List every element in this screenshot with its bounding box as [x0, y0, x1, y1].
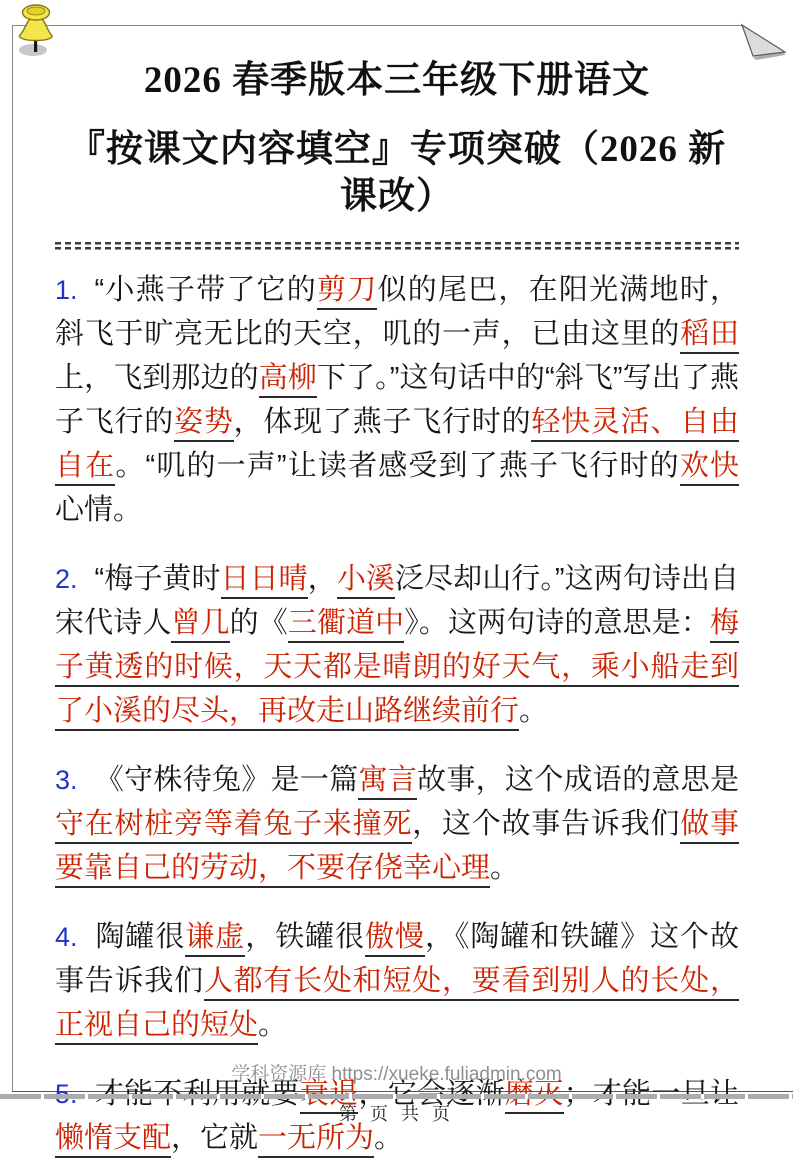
answer-blank: 日日晴: [221, 563, 308, 599]
answer-blank: 稻田: [680, 318, 739, 354]
subtitle-text: （2026 新课改）: [340, 129, 727, 217]
page-number-label: 第 页 共 页: [338, 1104, 454, 1124]
body-text: 的《: [229, 606, 288, 639]
body-text: ，它就: [171, 1121, 259, 1154]
body-text: 上，飞到那边的: [55, 361, 259, 394]
page-title: 2026 春季版本三年级下册语文: [143, 60, 651, 101]
body-text: “小燕子带了它的: [94, 273, 318, 306]
body-text: 似的尾巴，在阳光满地时，斜飞于旷亮无比的天空，叽的一声，已由这里的: [55, 273, 739, 350]
page-border-left: [12, 25, 13, 1091]
body-text: 。: [490, 851, 520, 884]
body-text: ，铁罐很: [245, 920, 366, 953]
body-text: 《守株待兔》是一篇: [94, 763, 359, 796]
paragraph: [55, 268, 739, 532]
paragraph: [55, 758, 739, 890]
answer-blank: 姿势: [174, 406, 234, 442]
footer-source-url: 学科资源库 https://xueke.fuliadmin.com: [231, 1064, 562, 1085]
page-border-top: [12, 25, 742, 26]
answer-blank: 梅子黄透的时候，天天都是晴朗的好天气，乘小船走到了小溪的尽头，再改走山路继续前行: [55, 607, 739, 731]
item-number: 2.: [55, 563, 78, 594]
body-text: 心情。: [55, 493, 143, 526]
item-number: 4.: [55, 921, 78, 952]
paragraph-list: [55, 268, 739, 1160]
answer-blank: 高柳: [259, 362, 317, 398]
subtitle-bold-text: 突破: [485, 128, 562, 170]
answer-blank: 一无所为: [258, 1122, 374, 1158]
body-text: 。“叽的一声”让读者感受到了燕子飞行时的: [115, 449, 680, 482]
subtitle-text: 『按课文内容填空』专项: [67, 129, 486, 171]
answer-blank: 曾几: [171, 607, 229, 643]
body-text: 》。这两句诗的意思是：: [404, 606, 710, 639]
answer-blank: 守在树桩旁等着兔子来撞死: [55, 808, 412, 844]
pushpin-icon: [12, 2, 60, 62]
answer-blank: 剪刀: [317, 274, 377, 310]
answer-blank: 傲慢: [365, 921, 425, 957]
body-text: 下了。”这句话中的“斜飞”写出了燕子飞行的: [55, 361, 739, 438]
footer-ruler-bar: [0, 1094, 793, 1099]
body-text: 。: [258, 1008, 288, 1041]
page-subtitle: [55, 126, 739, 220]
item-number: 1.: [55, 274, 78, 305]
answer-blank: 轻快灵活、自由自在: [55, 406, 739, 486]
body-text: “梅子黄时: [94, 562, 221, 595]
body-text: 泛尽却山行。”这两句诗出自宋代诗人: [55, 562, 739, 639]
body-text: 。: [374, 1121, 404, 1154]
body-text: ，这个故事告诉我们: [412, 807, 681, 840]
answer-blank: 做事要靠自己的劳动，不要存侥幸心理: [55, 808, 739, 888]
answer-blank: 小溪: [337, 563, 395, 599]
answer-blank: 人都有长处和短处，要看到别人的长处，正视自己的短处: [55, 965, 739, 1045]
answer-blank: 寓言: [358, 764, 417, 800]
item-number: 3.: [55, 764, 78, 795]
answer-blank: 三衢道中: [288, 607, 404, 643]
answer-blank: 谦虚: [185, 921, 245, 957]
dotted-separator: [55, 242, 739, 250]
paragraph: [55, 915, 739, 1047]
body-text: 陶罐很: [94, 920, 186, 953]
body-text: 故事，这个成语的意思是: [417, 763, 739, 796]
page-fold-corner-icon: [740, 24, 792, 62]
document-content: [55, 58, 739, 1160]
body-text: ，体现了燕子飞行时的: [233, 405, 532, 438]
body-text: ，《陶罐和铁罐》这个故事告诉我们: [55, 920, 739, 997]
body-text: 。: [519, 694, 549, 727]
body-text: ，: [307, 562, 337, 595]
answer-blank: 欢快: [680, 450, 739, 486]
answer-blank: 懒惰支配: [55, 1122, 171, 1158]
paragraph: [55, 557, 739, 733]
